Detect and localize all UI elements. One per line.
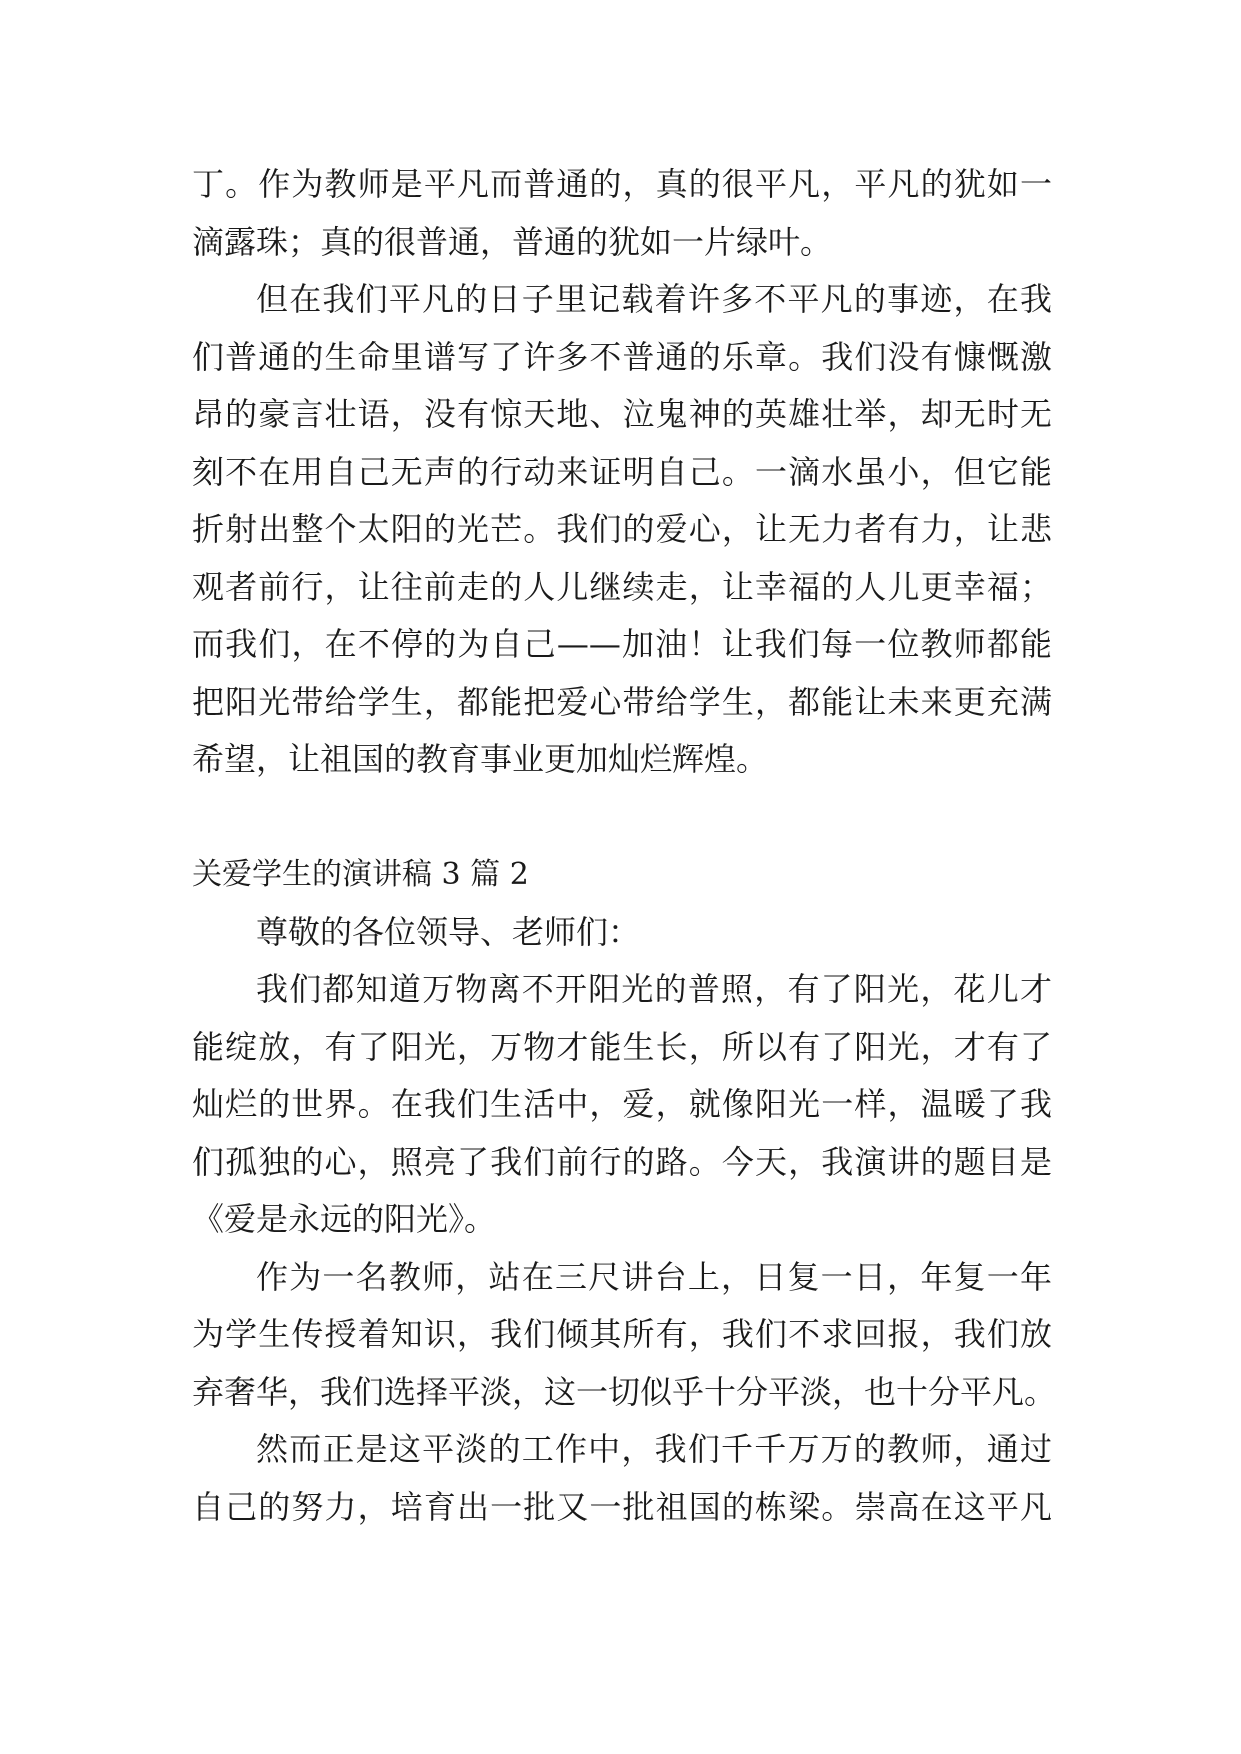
text-line: 弃奢华，我们选择平淡，这一切似乎十分平淡，也十分平凡。 — [192, 1372, 1057, 1411]
text-line: 昂的豪言壮语，没有惊天地、泣鬼神的英雄壮举，却无时无 — [192, 395, 1052, 433]
text-line: 希望，让祖国的教育事业更加灿烂辉煌。 — [192, 740, 769, 778]
paragraph-5 — [192, 1421, 1052, 1536]
text-line: 把阳光带给学生，都能把爱心带给学生，都能让未来更充满 — [192, 682, 1052, 721]
section-title: 关爱学生的演讲稿 3 篇 2 — [192, 857, 529, 892]
paragraph-2 — [192, 271, 1052, 789]
text-line: 自己的努力，培育出一批又一批祖国的栋梁。崇高在这平凡 — [192, 1487, 1052, 1526]
text-line: 折射出整个太阳的光芒。我们的爱心，让无力者有力，让悲 — [192, 510, 1052, 548]
paragraph-4 — [192, 1249, 1057, 1422]
document-body — [192, 156, 1057, 1536]
text-line: 们孤独的心，照亮了我们前行的路。今天，我演讲的题目是 — [192, 1142, 1052, 1181]
text-line: 《爱是永远的阳光》。 — [192, 1200, 497, 1238]
salutation: 尊敬的各位领导、老师们： — [256, 912, 641, 951]
text-line: 灿烂的世界。在我们生活中，爱，就像阳光一样，温暖了我 — [192, 1085, 1052, 1123]
text-line: 观者前行，让往前走的人儿继续走，让幸福的人儿更幸福； — [192, 567, 1052, 606]
text-line: 滴露珠；真的很普通，普通的犹如一片绿叶。 — [192, 222, 833, 261]
text-line: 为学生传授着知识，我们倾其所有，我们不求回报，我们放 — [192, 1315, 1052, 1353]
paragraph-1 — [192, 156, 1052, 271]
text-line: 我们都知道万物离不开阳光的普照，有了阳光，花儿才 — [256, 970, 1052, 1008]
text-line: 然而正是这平淡的工作中，我们千千万万的教师，通过 — [256, 1430, 1052, 1468]
paragraph-gap — [192, 789, 1052, 847]
text-line: 而我们，在不停的为自己——加油！让我们每一位教师都能 — [192, 625, 1052, 663]
text-line: 能绽放，有了阳光，万物才能生长，所以有了阳光，才有了 — [192, 1027, 1052, 1066]
text-line: 们普通的生命里谱写了许多不普通的乐章。我们没有慷慨激 — [192, 337, 1052, 376]
text-line: 丁。作为教师是平凡而普通的，真的很平凡，平凡的犹如一 — [192, 165, 1052, 203]
text-line: 作为一名教师，站在三尺讲台上，日复一日，年复一年 — [256, 1257, 1052, 1296]
paragraph-3 — [192, 961, 1052, 1249]
text-line: 刻不在用自己无声的行动来证明自己。一滴水虽小，但它能 — [192, 452, 1052, 491]
text-line: 但在我们平凡的日子里记载着许多不平凡的事迹，在我 — [256, 280, 1052, 318]
